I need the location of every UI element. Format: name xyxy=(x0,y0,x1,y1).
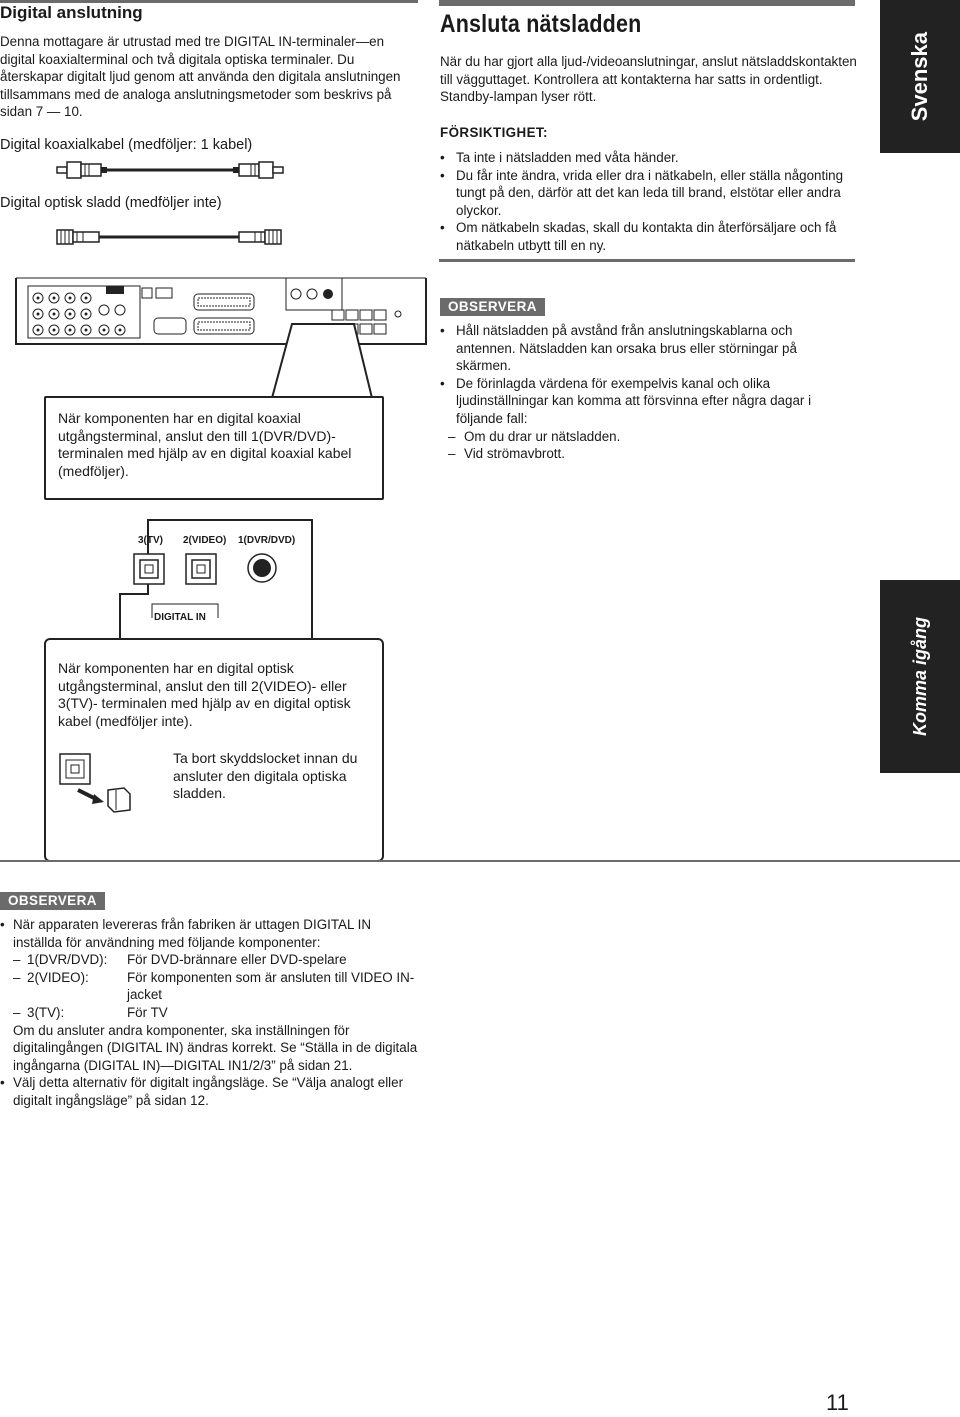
caution-heading: FÖRSIKTIGHET: xyxy=(440,125,548,140)
digital-in-terminal-label: 1(DVR/DVD) xyxy=(238,535,296,546)
digital-in-panel-label: DIGITAL IN xyxy=(154,612,206,623)
caution-item: • Om nätkabeln skadas, skall du kontakta din återförsäljare och få nätkabeln utbytt till en ny. xyxy=(440,219,856,254)
cap-note: Ta bort skyddslocket innan du ansluter den digitala optiska sladden. xyxy=(173,750,358,802)
terminal-row: – 2(VIDEO): För komponenten som är ansluten till VIDEO IN-jacket xyxy=(13,969,420,1004)
terminal-desc: För DVD-brännare eller DVD-spelare xyxy=(127,952,347,968)
observera-mid-item: • Håll nätsladden på avstånd från anslutningskablarna och antennen. Nätsladden kan orsaka brus eller störningar på skärmen. xyxy=(440,322,850,375)
observera-bottom-lead: • När apparaten levereras från fabriken är uttagen DIGITAL IN inställda för användning med följande komponenter: xyxy=(13,917,372,950)
observera-mid-subitem: – Om du drar ur nätsladden. xyxy=(440,428,850,446)
terminal-name: 1(DVR/DVD): xyxy=(27,952,108,968)
chapter-tab-label: Komma igång xyxy=(909,616,930,736)
language-tab-label: Svenska xyxy=(907,31,932,122)
left-section-intro: Denna mottagare är utrustad med tre DIGITAL IN-terminaler—en digital koaxialterminal och två digitala optiska terminaler. Du återskapar digitalt ljud genom att använda den digitala anslutningen tillsammans med de analoga anslutningsmetoder som beskrivs på sidan 7 — 10. xyxy=(0,34,401,120)
optical-cable-label: Digital optisk sladd (medföljer inte) xyxy=(0,195,222,211)
terminal-desc: För komponenten som är ansluten till VIDEO IN-jacket xyxy=(127,969,415,1003)
optical-callout-text: När komponenten har en digital optisk utgångsterminal, anslut den till 2(VIDEO)- eller 3(TV)- terminalen med hjälp av en digital optisk kabel (medföljer inte). xyxy=(58,660,351,729)
terminal-name: 2(VIDEO): xyxy=(27,969,89,985)
right-bottom-rule xyxy=(439,259,855,262)
terminal-row: – 1(DVR/DVD): För DVD-brännare eller DVD-spelare xyxy=(13,951,420,969)
bottom-section-rule xyxy=(0,860,960,862)
right-section-title: Ansluta nätsladden xyxy=(440,10,642,38)
observera-bottom xyxy=(0,892,420,1110)
observera-bottom-badge: OBSERVERA xyxy=(0,892,105,910)
observera-bottom-item xyxy=(0,916,420,1074)
observera-bottom-list xyxy=(0,916,420,1110)
observera-mid xyxy=(440,298,850,463)
digital-in-terminal-label: 2(VIDEO) xyxy=(183,535,227,546)
observera-mid-badge: OBSERVERA xyxy=(440,298,545,316)
coax-callout xyxy=(44,396,384,500)
observera-mid-subitem: – Vid strömavbrott. xyxy=(440,445,850,463)
caution-item: • Ta inte i nätsladden med våta händer. xyxy=(440,149,856,167)
observera-mid-list xyxy=(440,322,850,428)
protective-cap-illustration xyxy=(58,752,138,818)
right-section-intro: När du har gjort alla ljud-/videoanslutningar, anslut nätsladdskontakten till vägguttaget. Kontrollera att kontakterna har satts in ordentligt. Standby-lampan lyser rött. xyxy=(440,54,857,105)
coax-cable-label: Digital koaxialkabel (medföljer: 1 kabel) xyxy=(0,137,253,153)
right-title-rule xyxy=(439,0,855,6)
terminal-desc: För TV xyxy=(127,1004,168,1020)
callout-pointer xyxy=(262,310,382,400)
observera-bottom-follow: Om du ansluter andra komponenter, ska inställningen för digitalingången (DIGITAL IN) ändras korrekt. Se “Ställa in de digitala ingångarna (DIGITAL IN)—DIGITAL IN1/2/3” på sidan 21. xyxy=(13,1022,418,1073)
optical-cable-illustration xyxy=(55,226,285,248)
digital-in-terminal-label: 3(TV) xyxy=(138,535,163,546)
terminal-name: 3(TV): xyxy=(27,1004,65,1020)
coax-callout-text: När komponenten har en digital koaxial utgångsterminal, anslut den till 1(DVR/DVD)-terminalen med hjälp av en digital koaxial kabel (medföljer). xyxy=(58,410,352,479)
terminal-row: – 3(TV): För TV xyxy=(13,1004,420,1022)
observera-mid-item: • De förinlagda värdena för exempelvis kanal och olika ljudinställningar kan komma att försvinna efter några dagar i följande fall: xyxy=(440,375,850,428)
caution-item: • Du får inte ändra, vrida eller dra i nätkabeln, eller ställa någonting tungt på den, därför att det kan leda till brand, elstötar eller andra olyckor. xyxy=(440,167,856,220)
page-number: 11 xyxy=(826,1390,849,1415)
language-tab xyxy=(880,0,960,153)
observera-bottom-item: • Välj detta alternativ för digitalt ingångsläge. Se “Välja analogt eller digitalt ingångsläge” på sidan 12. xyxy=(0,1074,420,1109)
caution-list xyxy=(440,149,856,255)
coax-cable-illustration xyxy=(55,158,285,182)
chapter-tab xyxy=(880,580,960,773)
left-section-title: Digital anslutning xyxy=(0,3,143,22)
